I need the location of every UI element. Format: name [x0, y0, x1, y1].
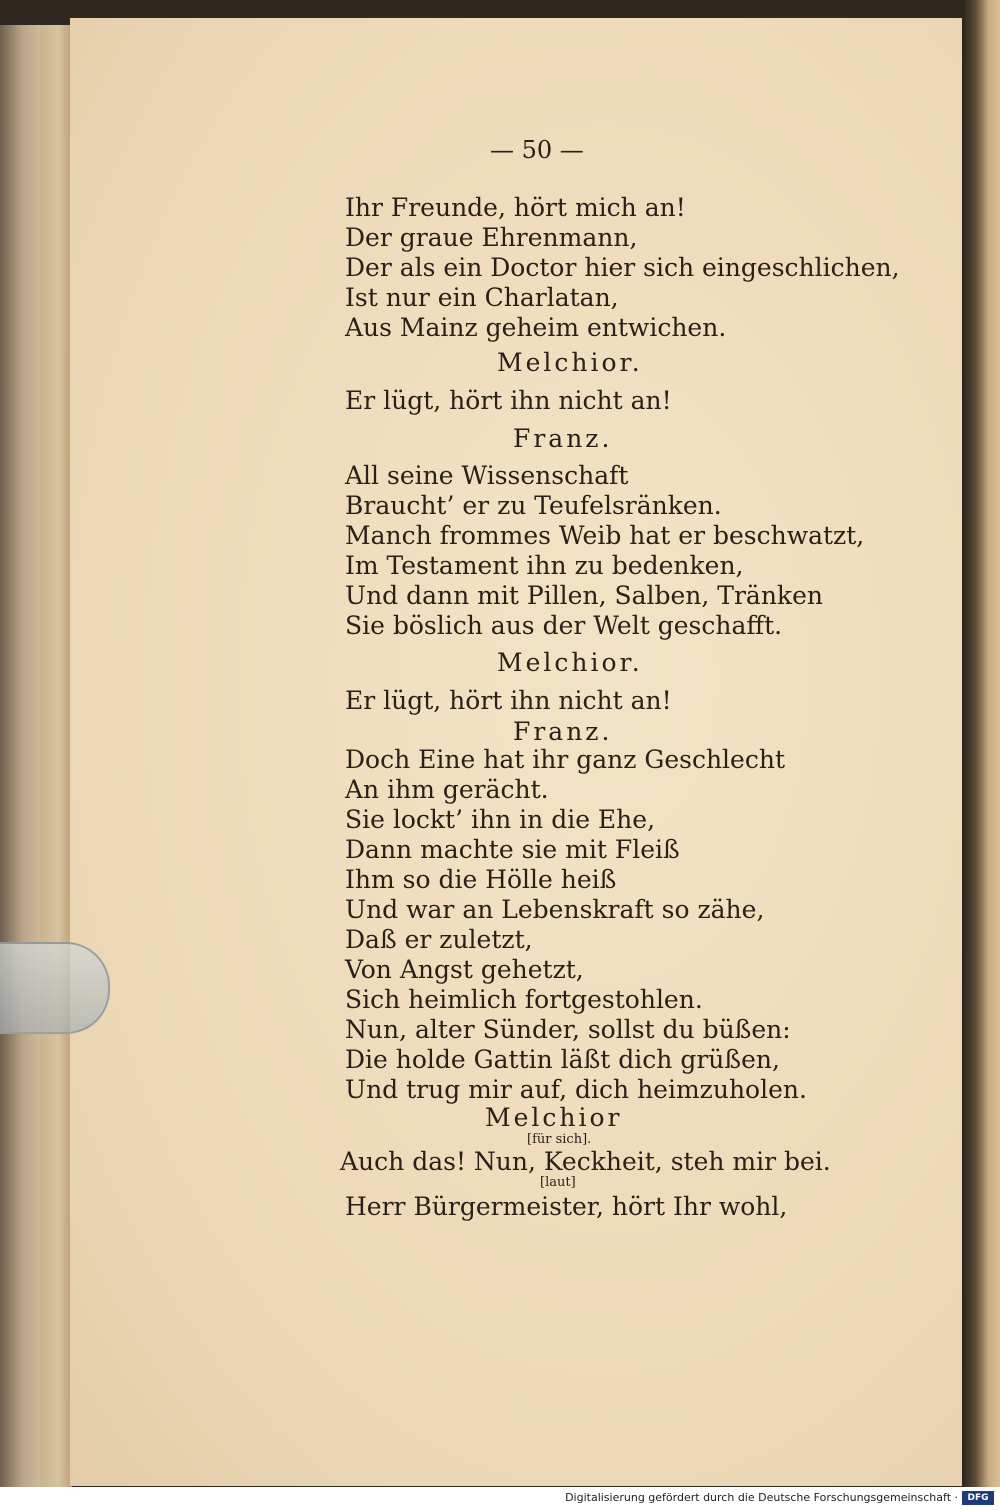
verse-line: Sie böslich aus der Welt geschafft.: [345, 611, 783, 640]
verse-line: Sie lockt’ ihn in die Ehe,: [345, 805, 656, 834]
dfg-logo: DFG: [962, 1491, 994, 1505]
verse-line: Er lügt, hört ihn nicht an!: [345, 386, 672, 415]
verse-line: Ihr Freunde, hört mich an!: [345, 193, 686, 222]
verse-line: Manch frommes Weib hat er beschwatzt,: [345, 521, 865, 550]
verse-line: Von Angst gehetzt,: [345, 955, 584, 984]
verse-line: Im Testament ihn zu bedenken,: [345, 551, 744, 580]
verse-line: Und dann mit Pillen, Salben, Tränken: [345, 581, 823, 610]
verse-line: Sich heimlich fortgestohlen.: [345, 985, 703, 1014]
verse-line: Der graue Ehrenmann,: [345, 223, 638, 252]
page-number: — 50 —: [490, 136, 584, 164]
verse-line: An ihm gerächt.: [345, 775, 549, 804]
book-edge-strip: [40, 25, 72, 1487]
verse-line: Daß er zuletzt,: [345, 925, 533, 954]
digitization-credit: Digitalisierung gefördert durch die Deutsche Forschungsgemeinschaft ·: [565, 1491, 958, 1504]
verse-line: Der als ein Doctor hier sich eingeschlichen,: [345, 253, 900, 282]
verse-line: All seine Wissenschaft: [345, 461, 629, 490]
stage-direction: [laut]: [540, 1175, 576, 1190]
speaker-name: Franz.: [513, 717, 613, 746]
book-gutter-right: [962, 0, 1000, 1510]
verse-line: Ist nur ein Charlatan,: [345, 283, 619, 312]
verse-line: Ihm so die Hölle heiß: [345, 865, 617, 894]
verse-line: Herr Bürgermeister, hört Ihr wohl,: [345, 1192, 788, 1221]
verse-line: Nun, alter Sünder, sollst du büßen:: [345, 1015, 791, 1044]
verse-line: Auch das! Nun, Keckheit, steh mir bei.: [340, 1147, 831, 1176]
speaker-name: Melchior: [485, 1103, 623, 1132]
verse-line: Aus Mainz geheim entwichen.: [345, 313, 727, 342]
verse-line: Er lügt, hört ihn nicht an!: [345, 686, 672, 715]
speaker-name: Melchior.: [497, 648, 643, 677]
verse-line: Und trug mir auf, dich heimzuholen.: [345, 1075, 807, 1104]
speaker-name: Melchior.: [497, 348, 643, 377]
page-clip: [0, 942, 110, 1034]
verse-line: Braucht’ er zu Teufelsränken.: [345, 491, 722, 520]
stage-direction: [für sich].: [527, 1132, 592, 1147]
verse-line: Doch Eine hat ihr ganz Geschlecht: [345, 745, 785, 774]
verse-line: Und war an Lebenskraft so zähe,: [345, 895, 765, 924]
verse-line: Die holde Gattin läßt dich grüßen,: [345, 1045, 780, 1074]
speaker-name: Franz.: [513, 424, 613, 453]
verse-line: Dann machte sie mit Fleiß: [345, 835, 680, 864]
book-edge-left: [0, 25, 40, 1487]
